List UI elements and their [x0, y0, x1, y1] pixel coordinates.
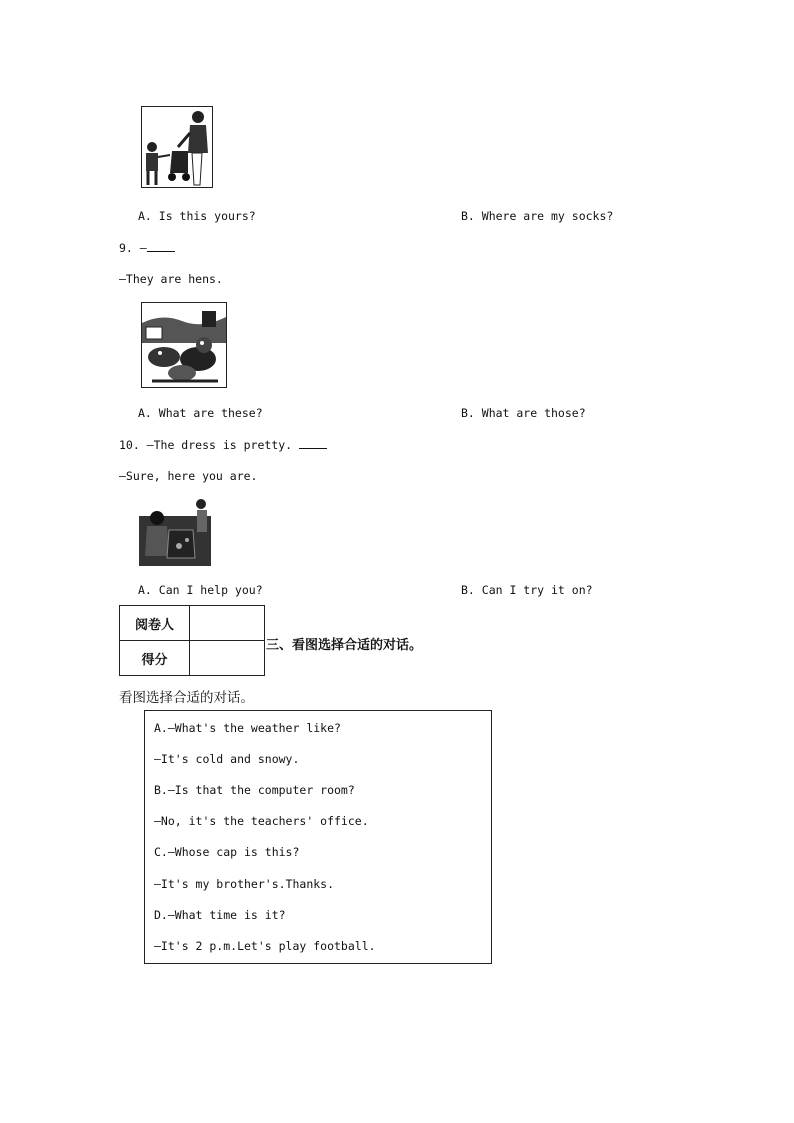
- dialogue-c-question: C.—Whose cap is this?: [154, 845, 300, 859]
- q9-number: 9. —: [119, 241, 147, 255]
- q9-option-b[interactable]: B. What are those?: [461, 406, 586, 420]
- dialogue-a-answer: —It's cold and snowy.: [154, 752, 300, 766]
- section-3-instruction: 看图选择合适的对话。: [119, 690, 254, 706]
- mother-child-drawing: [142, 107, 212, 187]
- q10-option-b[interactable]: B. Can I try it on?: [461, 583, 593, 597]
- q10-option-a[interactable]: A. Can I help you?: [138, 583, 263, 597]
- dialogue-c-answer: —It's my brother's.Thanks.: [154, 877, 335, 891]
- score-label: 得分: [120, 641, 190, 676]
- score-cell[interactable]: [190, 641, 265, 676]
- question-10: [119, 438, 327, 452]
- hens-farm-drawing: [142, 303, 226, 387]
- reviewer-cell[interactable]: [190, 606, 265, 641]
- dialogue-d-answer: —It's 2 p.m.Let's play football.: [154, 939, 376, 953]
- question-10-illustration: [139, 496, 211, 566]
- q10-response: —Sure, here you are.: [119, 469, 258, 483]
- dress-shop-drawing: [139, 496, 211, 566]
- question-8-illustration: [141, 106, 213, 188]
- q9-option-a[interactable]: A. What are these?: [138, 406, 263, 420]
- section-3-heading: 三、看图选择合适的对话。: [266, 638, 423, 653]
- dialogue-a-question: A.—What's the weather like?: [154, 721, 341, 735]
- q8-option-a[interactable]: A. Is this yours?: [138, 209, 256, 223]
- q8-option-b[interactable]: B. Where are my socks?: [461, 209, 614, 223]
- dialogue-d-question: D.—What time is it?: [154, 908, 286, 922]
- dialogue-b-answer: —No, it's the teachers' office.: [154, 814, 369, 828]
- q10-number: 10. —The dress is pretty.: [119, 438, 300, 452]
- q10-answer-blank[interactable]: [299, 438, 327, 449]
- score-table: [119, 605, 265, 676]
- reviewer-label: 阅卷人: [120, 606, 190, 641]
- question-9-illustration: [141, 302, 227, 388]
- dialogue-b-question: B.—Is that the computer room?: [154, 783, 355, 797]
- question-9: [119, 241, 175, 255]
- dialogue-box: [144, 710, 492, 964]
- q9-response: —They are hens.: [119, 272, 223, 286]
- q9-answer-blank[interactable]: [147, 241, 175, 252]
